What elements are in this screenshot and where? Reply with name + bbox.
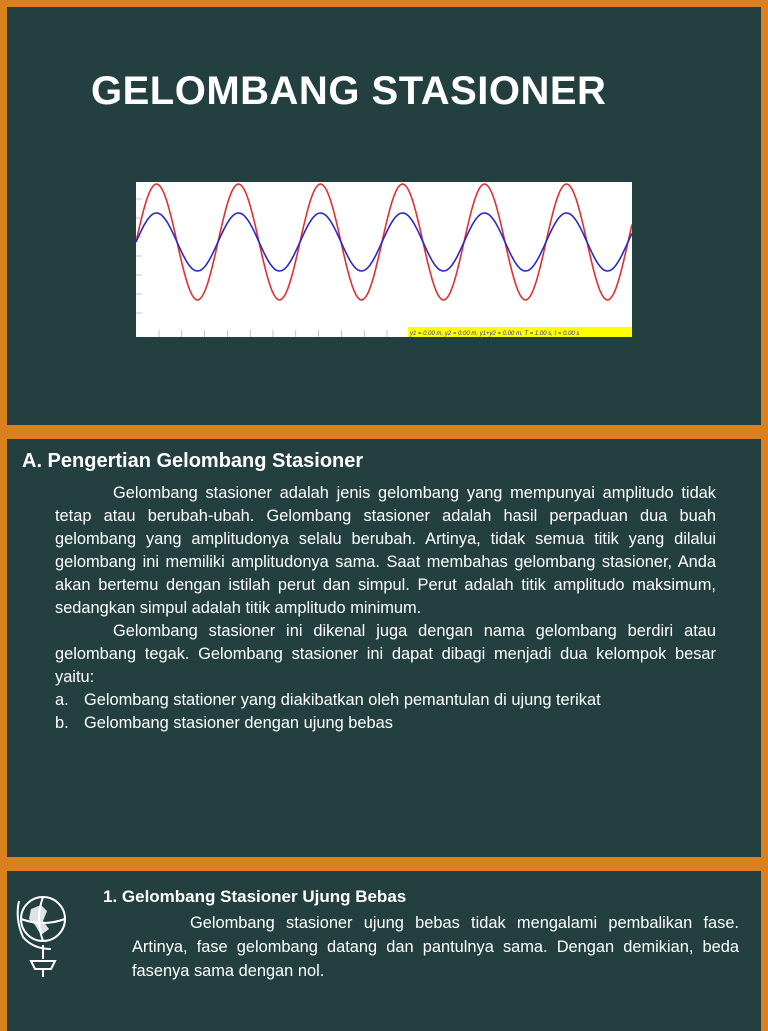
list-text: Gelombang stationer yang diakibatkan oleh pemantulan di ujung terikat bbox=[84, 691, 601, 709]
list-item bbox=[55, 689, 716, 712]
definition-body bbox=[55, 482, 716, 735]
list-text: Gelombang stasioner dengan ujung bebas bbox=[84, 714, 393, 732]
definition-paragraph-1: Gelombang stasioner adalah jenis gelombang yang mempunyai amplitudo tidak tetap atau berubah-ubah. Gelombang stasioner adalah hasil perpaduan dua buah gelombang yang amplitudonya selalu berubah. Artinya, tidak semua titik yang dilalui gelombang ini memiliki amplitudonya sama. Saat membahas gelombang stasioner, Anda akan bertemu dengan istilah perut dan simpul. Perut adalah titik amplitudo maksimum, sedangkan simpul adalah titik amplitudo minimum. bbox=[55, 484, 716, 617]
slide-title-panel bbox=[7, 7, 761, 425]
slide-title: GELOMBANG STASIONER bbox=[91, 69, 607, 113]
definition-paragraph-2: Gelombang stasioner ini dikenal juga dengan nama gelombang berdiri atau gelombang tegak. Gelombang stasioner ini dapat dibagi menjadi dua kelompok besar yaitu: bbox=[55, 622, 716, 686]
free-end-body bbox=[132, 911, 739, 983]
section-heading: A. Pengertian Gelombang Stasioner bbox=[22, 450, 364, 472]
subsection-heading: 1. Gelombang Stasioner Ujung Bebas bbox=[103, 887, 407, 906]
globe-icon bbox=[11, 879, 75, 991]
free-end-paragraph: Gelombang stasioner ujung bebas tidak mengalami pembalikan fase. Artinya, fase gelombang datang dan pantulnya sama. Dengan demikian, beda fasenya sama dengan nol. bbox=[132, 914, 739, 980]
figure-readout-text: y1 = 0.00 m, y2 = 0.00 m, y1+y2 = 0.00 m, T = 1.00 s, t = 0.00 s bbox=[410, 331, 580, 337]
standing-wave-figure bbox=[136, 182, 632, 337]
list-item bbox=[55, 712, 716, 735]
slide-free-end-panel bbox=[7, 871, 761, 1031]
slide-definition-panel bbox=[7, 439, 761, 857]
list-marker: a. bbox=[55, 691, 69, 709]
list-marker: b. bbox=[55, 714, 69, 732]
